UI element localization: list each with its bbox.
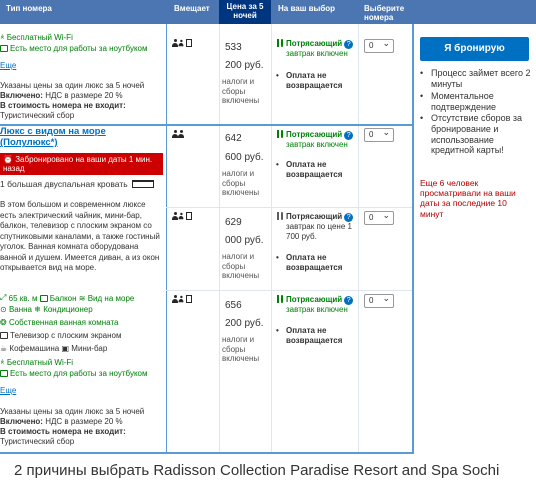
amenity-wifi: ⨰ Бесплатный Wi-Fi: [0, 32, 73, 42]
not-included-label: В стоимость номера не входит:: [0, 101, 126, 110]
price-new: 200 руб.: [225, 60, 264, 71]
feature-row: ☕ Кофемашина ▣ Мини-бар: [0, 344, 108, 353]
person-icon: [179, 213, 184, 219]
bed-icon: [132, 180, 154, 188]
clock-icon: ⏰: [3, 155, 13, 164]
document-icon: [186, 295, 192, 303]
person-icon: [179, 296, 184, 302]
recent-booking-alert: ⏰ Забронировано на ваши даты 1 мин. назад: [0, 153, 163, 175]
not-included-text: Туристический сбор: [0, 111, 75, 120]
tax-note: налоги и сборы включены: [222, 252, 260, 281]
room-description: В этом большом и современном люксе есть электрический чайник, мини-бар, балкон, телевизор с плоским экраном со спутниковыми каналами, а также гостиный уголок. Ванная комната оборудована ванной и душем. Имеется диван, а из окон открывается вид на море.: [0, 200, 160, 273]
tax-note: налоги и сборы включены: [222, 77, 260, 106]
grid-line: [358, 24, 359, 454]
price-note: Указаны цены за один люкс за 5 ночей: [0, 81, 145, 90]
tv-icon: [0, 332, 8, 339]
not-included-label: В стоимость номера не входит:: [0, 427, 126, 436]
minibar-icon: ▣: [61, 344, 70, 353]
cutlery-icon: [276, 212, 284, 220]
header-room-type: Тип номера: [6, 4, 52, 13]
grid-line: [166, 24, 167, 454]
person-icon: [172, 295, 178, 303]
laptop-icon: [0, 45, 8, 52]
price-new: 600 руб.: [225, 152, 264, 163]
grid-line: [271, 24, 272, 454]
feature-row: ❂ Собственная ванная комната: [0, 318, 119, 327]
feature-row: ⊙ Ванна ❄ Кондиционер: [0, 305, 93, 314]
price-old: 533: [225, 42, 242, 53]
meal-plan: Потрясающий ? завтрак включен: [276, 130, 356, 150]
info-icon[interactable]: ?: [344, 40, 353, 49]
feature-row: ⤢ 65 кв. м Балкон ≋ Вид на море: [0, 293, 135, 303]
not-included-text: Туристический сбор: [0, 437, 75, 446]
occupancy-2-adults: [172, 39, 192, 49]
price-old: 629: [225, 217, 242, 228]
room-quantity-select[interactable]: 0 ⌄: [364, 294, 394, 308]
refund-policy: • Оплата не возвращается: [276, 71, 343, 90]
document-icon: [186, 39, 192, 47]
price-old: 642: [225, 133, 242, 144]
more-link[interactable]: Еще: [0, 61, 17, 70]
refund-policy: • Оплата не возвращается: [276, 326, 343, 345]
price-old: 656: [225, 300, 242, 311]
tax-note: налоги и сборы включены: [222, 335, 260, 364]
laptop-icon: [0, 370, 8, 377]
info-icon[interactable]: ?: [344, 131, 353, 140]
room-quantity-select[interactable]: 0 ⌄: [364, 128, 394, 142]
meal-plan: Потрясающий ? завтрак включен: [276, 295, 356, 315]
person-icon: [178, 130, 184, 138]
info-icon[interactable]: ?: [344, 213, 353, 222]
shower-icon: ❂: [0, 318, 7, 327]
header-occupancy: Вмещает: [174, 4, 210, 13]
included-line: Включено: НДС в размере 20 %: [0, 91, 123, 100]
section-heading: 2 причины выбрать Radisson Collection Paradise Resort and Spa Sochi: [14, 462, 500, 479]
meal-plan: Потрясающий ? завтрак по цене 1 700 руб.: [276, 212, 356, 241]
more-link[interactable]: Еще: [0, 386, 17, 395]
feature-row: Есть место для работы за ноутбуком: [0, 369, 148, 378]
document-icon: [186, 212, 192, 220]
room-quantity-select[interactable]: 0 ⌄: [364, 39, 394, 53]
balcony-icon: [40, 295, 48, 302]
table-bottom-border: [0, 452, 414, 454]
urgency-message: Еще 6 человек просматривали на ваши даты за последние 10 минут: [420, 178, 516, 219]
included-line: Включено: НДС в размере 20 %: [0, 417, 123, 426]
wifi-icon: ⨰: [0, 357, 5, 366]
cutlery-icon: [276, 130, 284, 138]
price-note: Указаны цены за один люкс за 5 ночей: [0, 407, 145, 416]
occupancy-2-adults: [172, 295, 192, 305]
person-icon: [172, 39, 178, 47]
bed-type: 1 большая двуспальная кровать: [0, 179, 154, 189]
person-icon: [172, 212, 178, 220]
coffee-icon: ☕: [0, 344, 8, 353]
price-new: 200 руб.: [225, 318, 264, 329]
cutlery-icon: [276, 295, 284, 303]
header-your-choice: На ваш выбор: [278, 4, 336, 13]
area-icon: ⤢: [0, 293, 7, 302]
feature-row: Телевизор с плоским экраном: [0, 331, 121, 340]
occupancy-2-adults: [172, 130, 184, 140]
cutlery-icon: [276, 39, 284, 47]
refund-policy: • Оплата не возвращается: [276, 160, 343, 179]
occupancy-2-adults: [172, 212, 192, 222]
sea-view-icon: ≋: [78, 293, 86, 303]
bath-icon: ⊙: [0, 305, 7, 314]
grid-line: [412, 24, 414, 454]
option-divider: [166, 207, 412, 208]
feature-row: ⨰ Бесплатный Wi-Fi: [0, 357, 74, 367]
room-title-link[interactable]: Люкс с видом на море (Полулюкс*): [0, 126, 106, 149]
price-new: 000 руб.: [225, 235, 264, 246]
tax-note: налоги и сборы включены: [222, 169, 260, 198]
header-select: Выберите номера: [364, 4, 405, 23]
meal-plan: Потрясающий ? завтрак включен: [276, 39, 356, 59]
option-divider: [166, 290, 412, 291]
book-now-button[interactable]: Я бронирую: [420, 37, 529, 61]
person-icon: [179, 40, 184, 46]
grid-line: [219, 24, 220, 454]
header-price: Цена за 5 ночей: [219, 0, 271, 24]
amenity-laptop: Есть место для работы за ноутбуком: [0, 44, 148, 53]
refund-policy: • Оплата не возвращается: [276, 253, 343, 272]
wifi-icon: ⨰: [0, 32, 5, 41]
room-quantity-select[interactable]: 0 ⌄: [364, 211, 394, 225]
snowflake-icon: ❄: [34, 305, 41, 314]
table-header: [0, 0, 536, 24]
info-icon[interactable]: ?: [344, 296, 353, 305]
